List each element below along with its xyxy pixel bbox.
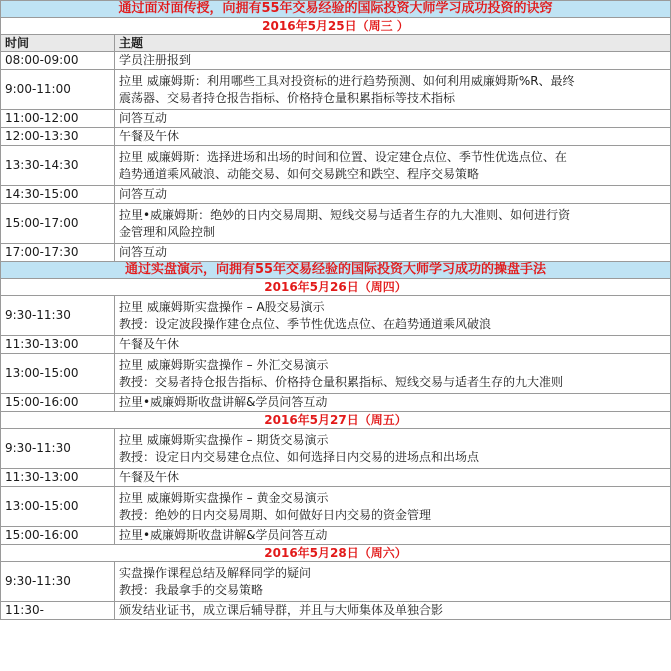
section-title-row bbox=[1, 262, 671, 279]
topic-line: 拉里 威廉姆斯实盘操作 – A股交易演示 bbox=[119, 299, 325, 314]
time-cell: 9:30-11:30 bbox=[1, 296, 115, 336]
date-row bbox=[1, 279, 671, 296]
time-cell: 11:30- bbox=[1, 602, 115, 620]
time-cell: 11:00-12:00 bbox=[1, 110, 115, 128]
time-cell: 14:30-15:00 bbox=[1, 186, 115, 204]
schedule-row bbox=[1, 70, 671, 110]
topic-line: 拉里 威廉姆斯：选择进场和出场的时间和位置、设定建仓点位、季节性优选点位、在 bbox=[119, 149, 567, 164]
topic-line: 问答互动 bbox=[119, 111, 168, 125]
date-heading: 2016年5月27日（周五） bbox=[1, 412, 671, 429]
section-title: 通过面对面传授，向拥有55年交易经验的国际投资大师学习成功投资的诀窍 bbox=[1, 1, 671, 18]
schedule-row bbox=[1, 204, 671, 244]
schedule-row bbox=[1, 52, 671, 70]
topic-line: 拉里 威廉姆斯实盘操作 – 期货交易演示 bbox=[119, 432, 329, 447]
topic-line: 拉里 威廉姆斯：利用哪些工具对投资标的进行趋势预测、如何利用威廉姆斯%R、最终 bbox=[119, 73, 575, 88]
date-heading: 2016年5月28日（周六） bbox=[1, 545, 671, 562]
day-section bbox=[1, 52, 671, 262]
topic-line: 午餐及午休 bbox=[119, 337, 180, 351]
schedule-row bbox=[1, 186, 671, 204]
topic-cell bbox=[115, 244, 671, 262]
day-section bbox=[1, 296, 671, 412]
schedule-row bbox=[1, 244, 671, 262]
topic-cell bbox=[115, 146, 671, 186]
topic-line: 拉里•威廉姆斯收盘讲解&学员问答互动 bbox=[119, 395, 328, 409]
topic-cell bbox=[115, 562, 671, 602]
time-cell: 9:30-11:30 bbox=[1, 429, 115, 469]
topic-line: 学员注册报到 bbox=[119, 53, 192, 67]
time-cell: 15:00-16:00 bbox=[1, 527, 115, 545]
topic-cell bbox=[115, 487, 671, 527]
schedule-row bbox=[1, 110, 671, 128]
topic-line: 拉里 威廉姆斯实盘操作 – 黄金交易演示 bbox=[119, 490, 329, 505]
time-cell: 08:00-09:00 bbox=[1, 52, 115, 70]
schedule-row bbox=[1, 394, 671, 412]
topic-line: 实盘操作课程总结及解释同学的疑问 bbox=[119, 565, 312, 580]
topic-cell bbox=[115, 336, 671, 354]
topic-line: 问答互动 bbox=[119, 245, 168, 259]
schedule-row bbox=[1, 602, 671, 620]
date-row bbox=[1, 412, 671, 429]
schedule-row bbox=[1, 487, 671, 527]
topic-line: 趋势通道乘风破浪、动能交易、如何交易跳空和跌空、程序交易策略 bbox=[119, 166, 480, 181]
day-section bbox=[1, 429, 671, 545]
topic-line: 教授：设定波段操作建仓点位、季节性优选点位、在趋势通道乘风破浪 bbox=[119, 316, 492, 331]
topic-line: 震荡器、交易者持仓报告指标、价格持仓量积累指标等技术指标 bbox=[119, 90, 456, 105]
time-cell: 13:00-15:00 bbox=[1, 487, 115, 527]
topic-line: 问答互动 bbox=[119, 187, 168, 201]
topic-line: 金管理和风险控制 bbox=[119, 224, 216, 239]
time-cell: 13:30-14:30 bbox=[1, 146, 115, 186]
topic-cell bbox=[115, 469, 671, 487]
time-cell: 15:00-16:00 bbox=[1, 394, 115, 412]
topic-cell bbox=[115, 128, 671, 146]
topic-cell bbox=[115, 296, 671, 336]
topic-line: 拉里•威廉姆斯：绝妙的日内交易周期、短线交易与适者生存的九大准则、如何进行资 bbox=[119, 207, 571, 222]
schedule-row bbox=[1, 354, 671, 394]
topic-line: 教授：绝妙的日内交易周期、如何做好日内交易的资金管理 bbox=[119, 507, 432, 522]
topic-cell bbox=[115, 52, 671, 70]
schedule-row bbox=[1, 336, 671, 354]
time-cell: 12:00-13:30 bbox=[1, 128, 115, 146]
date-row bbox=[1, 18, 671, 35]
header-topic: 主题 bbox=[115, 35, 671, 52]
time-cell: 11:30-13:00 bbox=[1, 336, 115, 354]
topic-line: 午餐及午休 bbox=[119, 129, 180, 143]
section-title-row bbox=[1, 1, 671, 18]
time-cell: 9:00-11:00 bbox=[1, 70, 115, 110]
schedule-row bbox=[1, 146, 671, 186]
schedule-row bbox=[1, 469, 671, 487]
time-cell: 13:00-15:00 bbox=[1, 354, 115, 394]
topic-cell bbox=[115, 394, 671, 412]
topic-cell bbox=[115, 110, 671, 128]
day-section bbox=[1, 562, 671, 620]
date-row bbox=[1, 545, 671, 562]
topic-cell bbox=[115, 429, 671, 469]
schedule-row bbox=[1, 296, 671, 336]
schedule-row bbox=[1, 527, 671, 545]
time-cell: 17:00-17:30 bbox=[1, 244, 115, 262]
topic-cell bbox=[115, 204, 671, 244]
time-cell: 9:30-11:30 bbox=[1, 562, 115, 602]
topic-line: 午餐及午休 bbox=[119, 470, 180, 484]
topic-line: 拉里 威廉姆斯实盘操作 – 外汇交易演示 bbox=[119, 357, 329, 372]
date-heading: 2016年5月25日（周三 ） bbox=[1, 18, 671, 35]
topic-line: 教授：交易者持仓报告指标、价格持仓量积累指标、短线交易与适者生存的九大准则 bbox=[119, 374, 564, 389]
topic-cell bbox=[115, 527, 671, 545]
date-heading: 2016年5月26日（周四） bbox=[1, 279, 671, 296]
topic-line: 颁发结业证书，成立课后辅导群，并且与大师集体及单独合影 bbox=[119, 603, 444, 617]
topic-cell bbox=[115, 354, 671, 394]
section-title: 通过实盘演示，向拥有55年交易经验的国际投资大师学习成功的操盘手法 bbox=[1, 262, 671, 279]
topic-cell bbox=[115, 186, 671, 204]
topic-line: 教授：设定日内交易建仓点位、如何选择日内交易的进场点和出场点 bbox=[119, 449, 480, 464]
schedule-row bbox=[1, 128, 671, 146]
topic-line: 拉里•威廉姆斯收盘讲解&学员问答互动 bbox=[119, 528, 328, 542]
schedule-row bbox=[1, 562, 671, 602]
schedule-row bbox=[1, 429, 671, 469]
topic-line: 教授：我最拿手的交易策略 bbox=[119, 582, 264, 597]
header-row bbox=[1, 35, 671, 52]
header-time: 时间 bbox=[1, 35, 115, 52]
time-cell: 11:30-13:00 bbox=[1, 469, 115, 487]
topic-cell bbox=[115, 602, 671, 620]
topic-cell bbox=[115, 70, 671, 110]
time-cell: 15:00-17:00 bbox=[1, 204, 115, 244]
